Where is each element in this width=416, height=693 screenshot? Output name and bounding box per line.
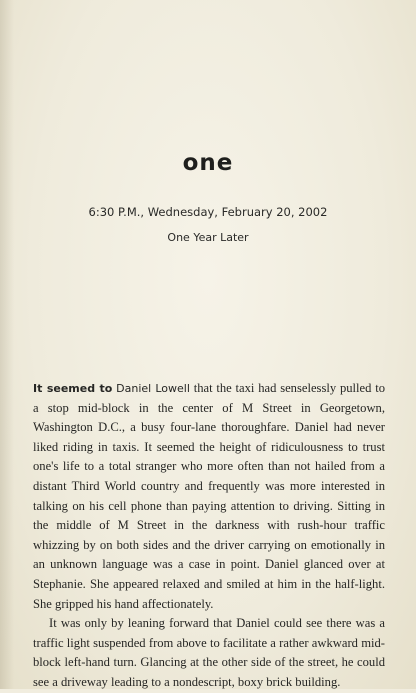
- lead-in-name: Daniel Lowell: [116, 382, 190, 395]
- lead-in-bold: It seemed to: [33, 382, 113, 395]
- chapter-dateline: 6:30 P.M., Wednesday, February 20, 2002: [88, 205, 328, 219]
- paragraph-1-text: that the taxi had senselessly pulled to a stop mid-block in the center of M Street in Georgetown, Washington D.C., a busy four-lane thoroughfare. Daniel had never liked riding in taxis. It seemed the height of ridiculousness to trust one's life to a total stranger who more often than not hailed from a distant Third World country and frequently was more interested in talking on his cell phone than paying attention to driving. Sitting in the middle of M Street in the darkness with rush-hour traffic whizzing by on both sides and the driver carrying on emotionally in an unknown language was a case in point. Daniel glanced over at Stephanie. She appeared relaxed and smiled at him in the half-light. She gripped his hand affectionately.: [33, 381, 386, 611]
- paragraph-1: [33, 379, 385, 614]
- chapter-title: one: [182, 150, 234, 176]
- chapter-subline: One Year Later: [167, 231, 249, 244]
- body-text: [33, 379, 385, 693]
- paragraph-2: It was only by leaning forward that Daniel could see there was a traffic light suspended from above to facilitate a rather awkward mid-block left-hand turn. Glancing at the other side of the street, he could see a driveway leading to a nondescript, boxy brick building.: [33, 616, 385, 689]
